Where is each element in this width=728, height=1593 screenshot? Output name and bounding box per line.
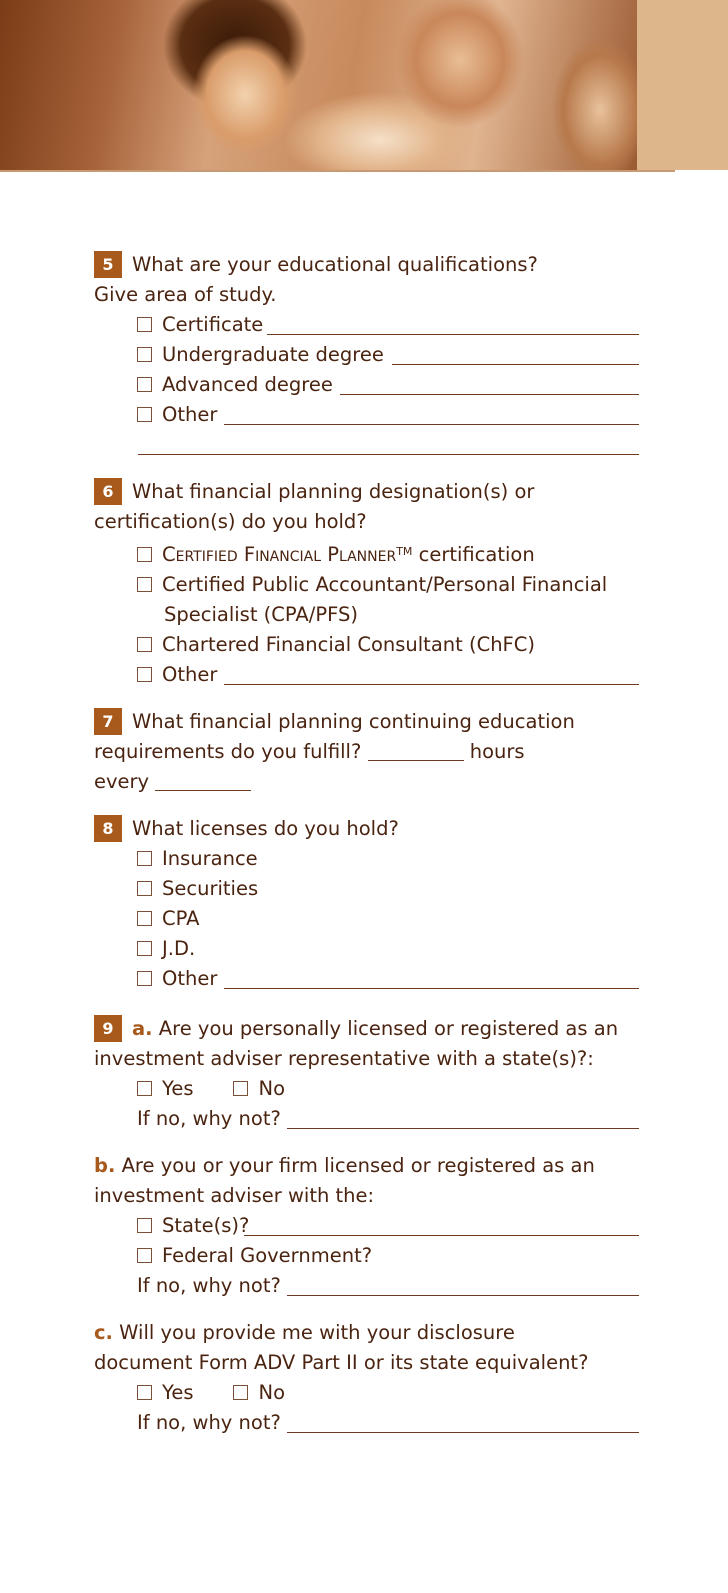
q8-option-securities [94,874,639,904]
checkbox[interactable] [137,577,152,592]
checkbox[interactable] [137,971,152,986]
questionnaire [94,250,639,1438]
checkbox[interactable] [137,881,152,896]
q9b-line2: investment adviser with the: [94,1184,375,1207]
fill-line[interactable] [392,364,639,365]
q8-option-insurance [94,844,639,874]
q7-line2 [94,737,639,767]
q9a-yes-no [94,1074,639,1104]
q9b-letter: b. [94,1154,116,1177]
q5-number-badge: 5 [94,251,122,278]
q5-option-undergraduate [94,340,639,370]
q8-option-other [94,964,639,994]
q6-question-text: What financial planning designation(s) or [132,480,535,503]
option-label: Advanced degree [162,373,333,396]
q7-question [94,707,639,737]
q8-option-jd [94,934,639,964]
yes-checkbox[interactable] [137,1081,152,1096]
q6-option-cpa-line2: Specialist (CPA/PFS) [164,603,358,626]
fill-line[interactable] [224,424,639,425]
q9a-question-text: Are you personally licensed or registered as an [158,1017,619,1040]
hours-label: hours [469,740,525,763]
checkbox[interactable] [137,941,152,956]
q6-option-cpa [94,570,639,600]
q9c-letter: c. [94,1321,113,1344]
checkbox[interactable] [137,667,152,682]
fill-line[interactable] [138,454,639,455]
q8-question [94,814,639,844]
option-label: State(s)? [162,1214,250,1237]
q9c-question [94,1318,639,1348]
q5-subtext: Give area of study. [94,283,277,306]
fill-line[interactable] [224,684,639,685]
no-label: No [258,1381,286,1404]
checkbox[interactable] [137,407,152,422]
q9-number-badge: 9 [94,1015,122,1042]
option-label: Chartered Financial Consultant (ChFC) [162,633,535,656]
q6-question-line2: certification(s) do you hold? [94,510,367,533]
option-label: CPA [162,907,200,930]
q5-option-advanced [94,370,639,400]
q9b-option-state [94,1211,639,1241]
q5-extra-line [94,430,639,460]
header-color-block [637,0,728,170]
q6-question [94,477,639,507]
checkbox[interactable] [137,637,152,652]
checkbox[interactable] [137,547,152,562]
yes-label: Yes [162,1077,194,1100]
fill-line[interactable] [224,988,639,989]
q9a-why-not [94,1104,639,1134]
every-blank[interactable] [155,772,251,791]
option-label: Certified Public Accountant/Personal Financial [162,573,608,596]
q7-question-text: What financial planning continuing education [132,710,575,733]
q9a-line2: investment adviser representative with a state(s)?: [94,1047,594,1070]
q9b-option-federal [94,1241,639,1271]
fill-line[interactable] [267,334,639,335]
q9c-line2: document Form ADV Part II or its state equivalent? [94,1351,589,1374]
fill-line[interactable] [287,1295,639,1296]
q5-option-certificate [94,310,639,340]
q9c-question-text: Will you provide me with your disclosure [119,1321,515,1344]
option-label: Other [162,967,218,990]
no-checkbox[interactable] [233,1385,248,1400]
fill-line[interactable] [287,1432,639,1433]
q6-option-cfp [94,537,639,570]
q5-question-text: What are your educational qualifications? [132,253,538,276]
q9c-why-not [94,1408,639,1438]
checkbox[interactable] [137,1248,152,1263]
yes-checkbox[interactable] [137,1385,152,1400]
q6-option-other [94,660,639,690]
checkbox[interactable] [137,851,152,866]
no-checkbox[interactable] [233,1081,248,1096]
q8-question-text: What licenses do you hold? [132,817,399,840]
option-label: Other [162,403,218,426]
q9b-question-text: Are you or your firm licensed or registered as an [121,1154,595,1177]
q5-question [94,250,639,280]
q6-option-chfc [94,630,639,660]
q5-option-other [94,400,639,430]
fill-line[interactable] [287,1128,639,1129]
no-label: No [258,1077,286,1100]
option-label: Federal Government? [162,1244,373,1267]
q8-option-cpa [94,904,639,934]
q9a-question [94,1014,639,1044]
q7-text: requirements do you fulfill? [94,740,362,763]
q6-number-badge: 6 [94,478,122,505]
header-divider [0,170,675,172]
option-label: Undergraduate degree [162,343,384,366]
fill-line[interactable] [340,394,639,395]
option-label: J.D. [162,937,196,960]
q7-number-badge: 7 [94,708,122,735]
trademark: TM [396,545,413,558]
option-label: Securities [162,877,259,900]
why-not-label: If no, why not? [137,1274,281,1297]
checkbox[interactable] [137,377,152,392]
why-not-label: If no, why not? [137,1107,281,1130]
hours-blank[interactable] [368,742,464,761]
yes-label: Yes [162,1381,194,1404]
option-label: Insurance [162,847,258,870]
q9c-yes-no [94,1378,639,1408]
fill-line[interactable] [244,1235,639,1236]
q9a-letter: a. [132,1017,153,1040]
header-photo [0,0,637,170]
checkbox[interactable] [137,317,152,332]
option-label: Certified Financial Planner [162,543,397,566]
checkbox[interactable] [137,1218,152,1233]
every-label: every [94,770,150,793]
q9b-question [94,1151,639,1181]
checkbox[interactable] [137,347,152,362]
q7-line3 [94,767,639,797]
checkbox[interactable] [137,911,152,926]
why-not-label: If no, why not? [137,1411,281,1434]
q9b-why-not [94,1271,639,1301]
option-label: Other [162,663,218,686]
option-label-suffix: certification [412,543,535,566]
q8-number-badge: 8 [94,815,122,842]
option-label: Certificate [162,313,264,336]
